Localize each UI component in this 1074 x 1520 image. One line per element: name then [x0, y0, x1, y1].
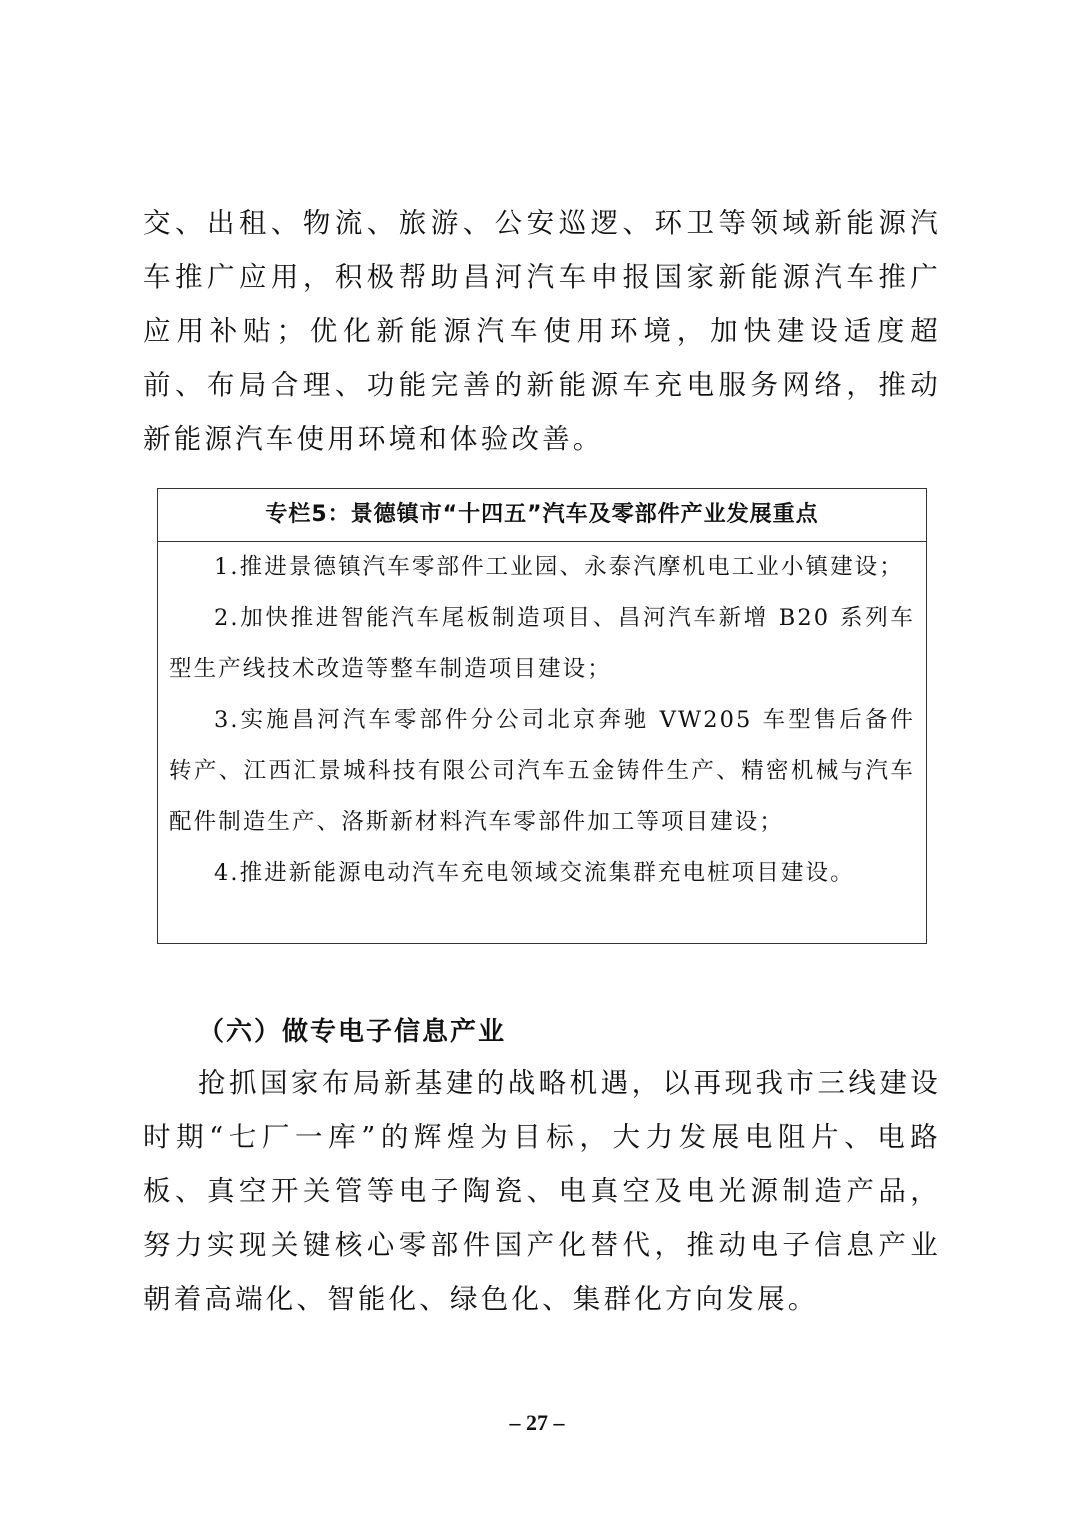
- page-number: – 27 –: [509, 1410, 565, 1435]
- feature-box-item: 4.推进新能源电动汽车充电领域交流集群充电桩项目建设。: [214, 860, 855, 886]
- feature-box: [157, 488, 927, 944]
- feature-box-item: 1.推进景德镇汽车零部件工业园、永泰汽摩机电工业小镇建设；: [214, 554, 904, 580]
- feature-box-item: 2.加快推进智能汽车尾板制造项目、昌河汽车新增 B20 系列车型生产线技术改造等整车制造项目建设；: [169, 605, 915, 682]
- body-paragraph: 交、出租、物流、旅游、公安巡逻、环卫等领域新能源汽车推广应用，积极帮助昌河汽车申报国家新能源汽车推广应用补贴；优化新能源汽车使用环境，加快建设适度超前、布局合理、功能完善的新能源车充电服务网络，推动新能源汽车使用环境和体验改善。: [143, 207, 941, 455]
- feature-box-body: [158, 542, 926, 899]
- body-paragraph: 抢抓国家布局新基建的战略机遇，以再现我市三线建设时期“七厂一库”的辉煌为目标，大力发展电阻片、电路板、真空开关管等电子陶瓷、电真空及电光源制造产品，努力实现关键核心零部件国产化替代，推动电子信息产业朝着高端化、智能化、绿色化、集群化方向发展。: [143, 1067, 941, 1315]
- feature-box-title: 专栏5：景德镇市“十四五”汽车及零部件产业发展重点: [158, 489, 926, 542]
- feature-box-item: 3.实施昌河汽车零部件分公司北京奔驰 VW205 车型售后备件转产、江西汇景城科技有限公司汽车五金铸件生产、精密机械与汽车配件制造生产、洛斯新材料汽车零部件加工等项目建设；: [169, 707, 915, 835]
- section-heading: （六）做专电子信息产业: [198, 1017, 507, 1047]
